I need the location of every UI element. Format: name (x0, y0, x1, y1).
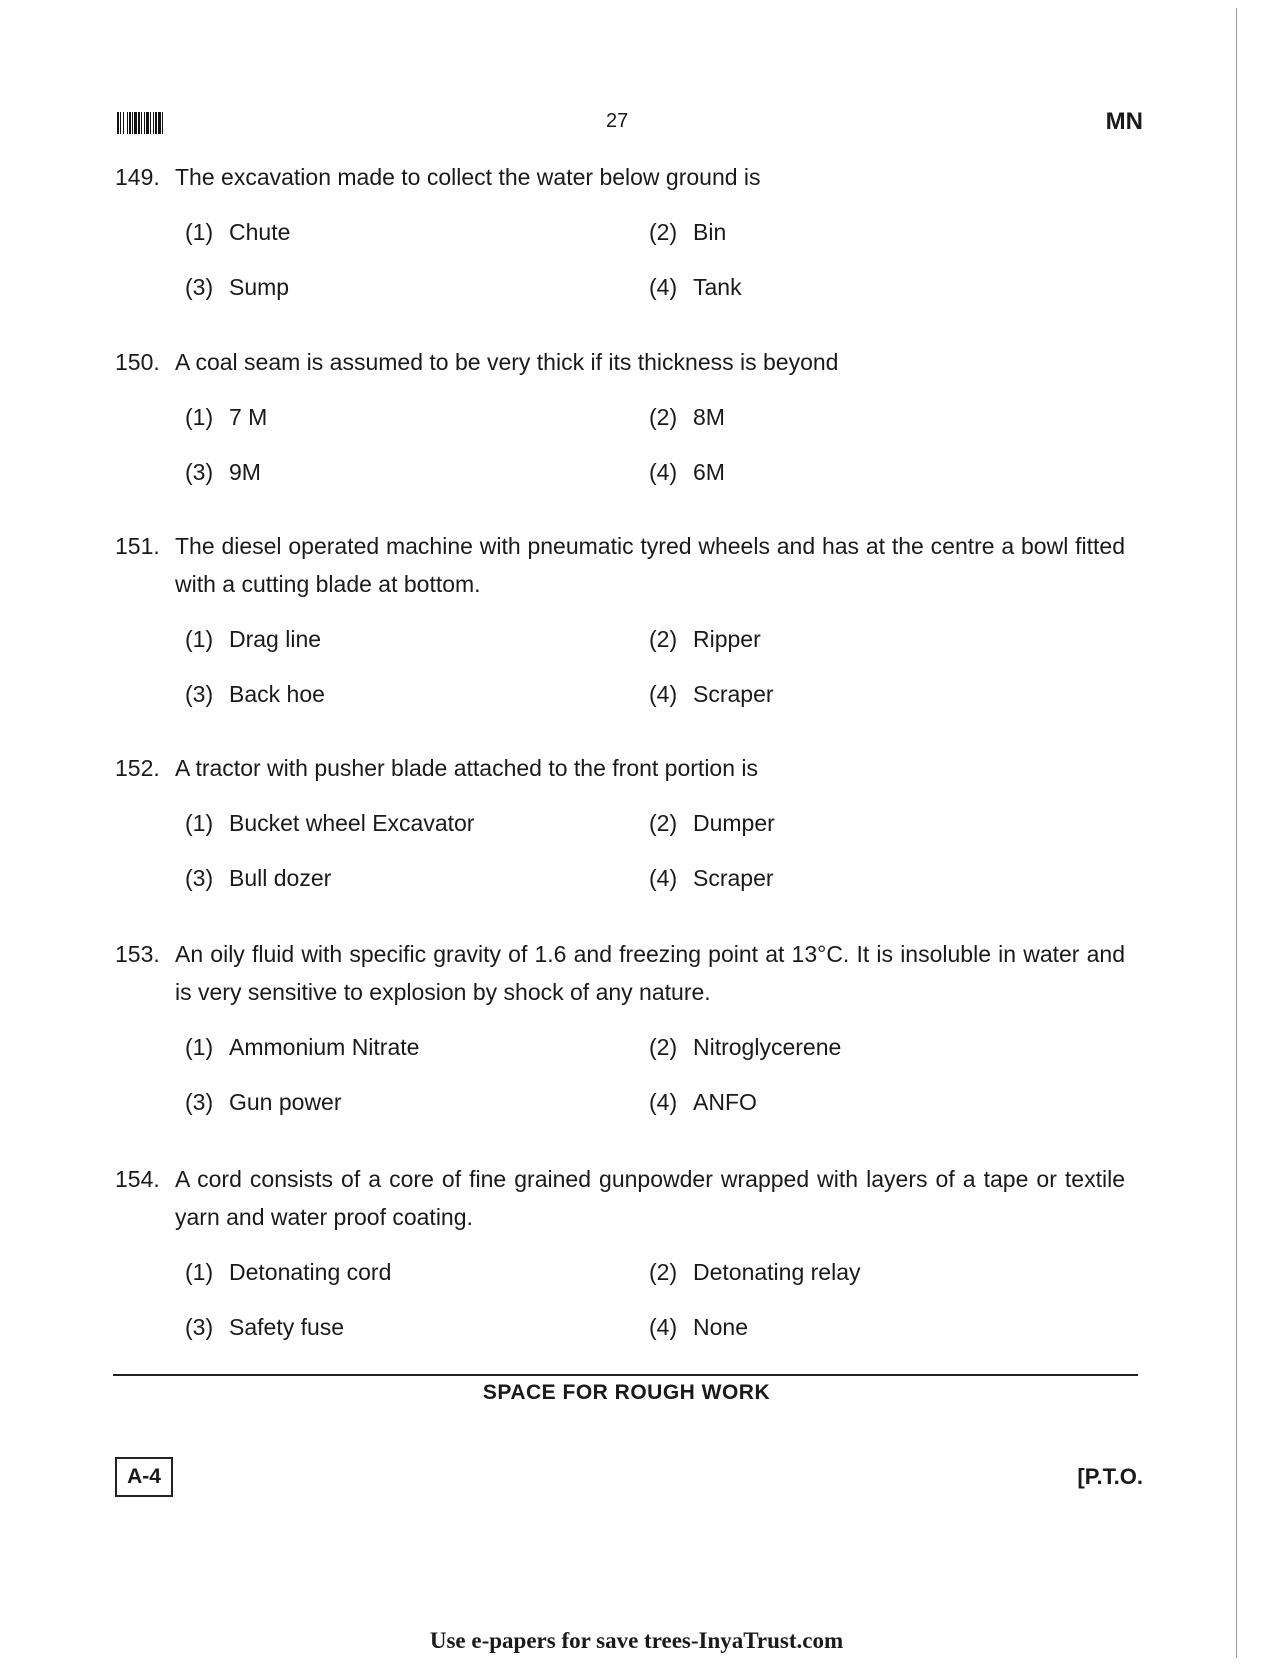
option-2: (2) 8M (649, 404, 725, 430)
question-number: 152. (115, 755, 160, 781)
question-number: 149. (115, 164, 160, 190)
question-152 (115, 749, 1125, 897)
option-1: (1) Ammonium Nitrate (185, 1034, 420, 1060)
question-text: A coal seam is assumed to be very thick if its thickness is beyond (175, 349, 839, 375)
question-153 (115, 935, 1125, 1121)
rough-work-heading: SPACE FOR ROUGH WORK (482, 1381, 771, 1404)
question-text: An oily fluid with specific gravity of 1.6 and freezing point at 13°C. It is insoluble in water and is very sensitive to explosion by shock of any nature. (175, 941, 1125, 1005)
option-4: (4) None (649, 1314, 748, 1340)
option-4: (4) Scraper (649, 681, 774, 707)
question-number: 154. (115, 1166, 160, 1192)
option-2: (2) Nitroglycerene (649, 1034, 842, 1060)
question-text: A cord consists of a core of fine grained gunpowder wrapped with layers of a tape or textile yarn and water proof coating. (175, 1166, 1125, 1230)
option-3: (3) Gun power (185, 1089, 342, 1115)
divider-line (113, 1374, 1138, 1376)
question-text: The diesel operated machine with pneumatic tyred wheels and has at the centre a bowl fitted with a cutting blade at bottom. (175, 533, 1125, 597)
question-number: 153. (115, 941, 160, 967)
option-1: (1) Detonating cord (185, 1259, 392, 1285)
page-number: 27 (606, 110, 629, 132)
option-4: (4) 6M (649, 459, 725, 485)
question-149 (115, 158, 1125, 306)
option-1: (1) 7 M (185, 404, 268, 430)
option-2: (2) Dumper (649, 810, 775, 836)
option-2: (2) Bin (649, 219, 727, 245)
option-1: (1) Chute (185, 219, 291, 245)
question-150 (115, 343, 1125, 491)
option-3: (3) Sump (185, 274, 290, 300)
question-151 (115, 527, 1125, 713)
paper-code-box: A-4 (115, 1457, 173, 1497)
option-2: (2) Ripper (649, 626, 761, 652)
question-154 (115, 1160, 1125, 1346)
please-turn-over: [P.T.O. (1077, 1464, 1143, 1489)
option-4: (4) Tank (649, 274, 742, 300)
page-edge-line (1236, 8, 1237, 1658)
option-3: (3) Safety fuse (185, 1314, 345, 1340)
option-4: (4) ANFO (649, 1089, 757, 1115)
paper-series-code: MN (1105, 108, 1143, 135)
option-1: (1) Drag line (185, 626, 322, 652)
option-4: (4) Scraper (649, 865, 774, 891)
option-1: (1) Bucket wheel Excavator (185, 810, 475, 836)
question-number: 150. (115, 349, 160, 375)
option-3: (3) Back hoe (185, 681, 325, 707)
option-3: (3) 9M (185, 459, 261, 485)
option-2: (2) Detonating relay (649, 1259, 861, 1285)
question-text: A tractor with pusher blade attached to the front portion is (175, 755, 759, 781)
barcode-icon (117, 112, 165, 134)
question-text: The excavation made to collect the water below ground is (175, 164, 761, 190)
question-number: 151. (115, 533, 160, 559)
footer-text: Use e-papers for save trees-InyaTrust.com (429, 1628, 844, 1653)
option-3: (3) Bull dozer (185, 865, 332, 891)
